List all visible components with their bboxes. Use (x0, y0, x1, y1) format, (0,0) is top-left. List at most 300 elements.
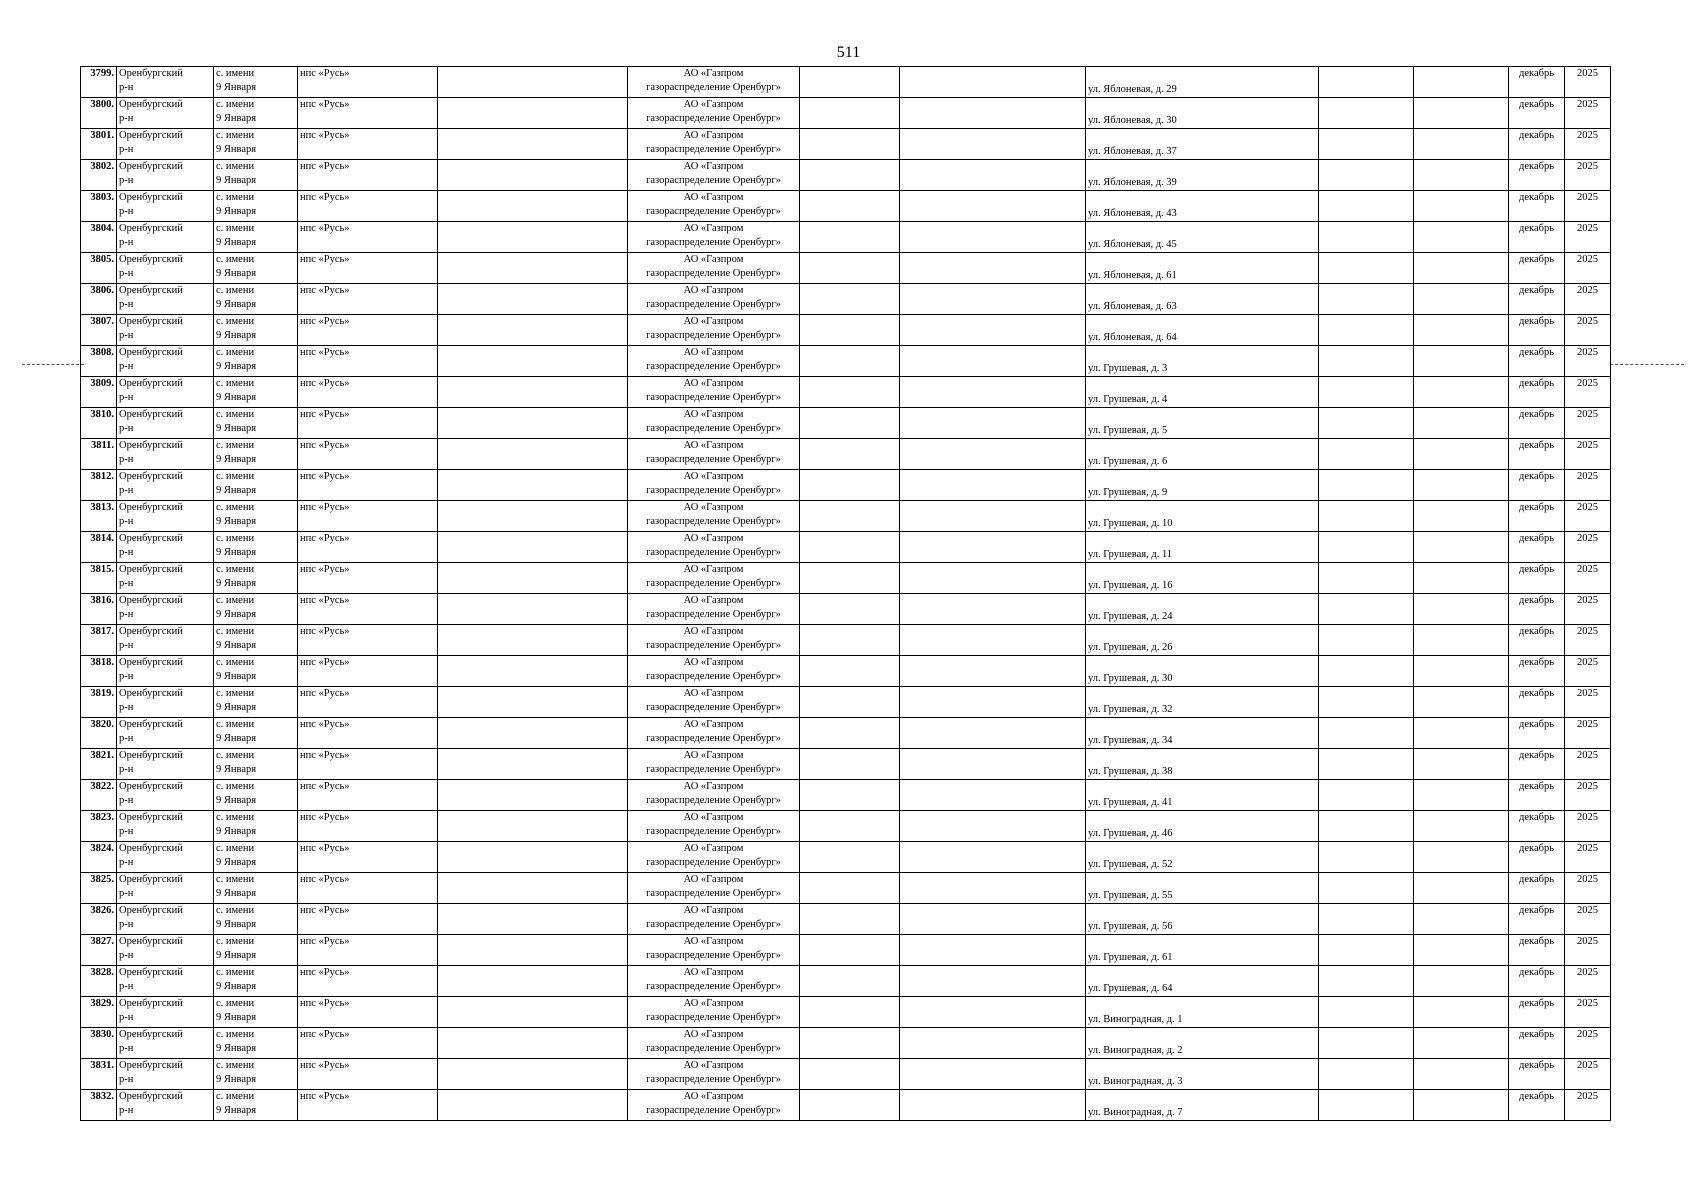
organization-cell (628, 594, 800, 625)
empty-cell (800, 842, 900, 873)
month-cell (1509, 1059, 1565, 1090)
empty-cell (1319, 377, 1414, 408)
district-line-1: Оренбургский (119, 874, 183, 885)
month: декабрь (1519, 1029, 1554, 1040)
settlement-line-1: с. имени (216, 843, 255, 854)
settlement-line-2: 9 Января (216, 733, 257, 744)
year-cell (1565, 67, 1611, 98)
district-cell (117, 439, 214, 470)
empty-cell (438, 656, 628, 687)
row-number: 3828. (90, 967, 114, 978)
row-number-cell (81, 470, 117, 501)
address-cell (1086, 563, 1319, 594)
gas-source-cell (298, 594, 438, 625)
district-line-2: р-н (119, 826, 134, 837)
organization-line-1: АО «Газпром (683, 471, 744, 482)
organization-cell (628, 222, 800, 253)
empty-cell (800, 656, 900, 687)
address: ул. Яблоневая, д. 43 (1088, 208, 1177, 219)
address-cell (1086, 377, 1319, 408)
month-cell (1509, 284, 1565, 315)
organization-line-1: АО «Газпром (683, 533, 744, 544)
district-cell (117, 284, 214, 315)
settlement-line-2: 9 Января (216, 485, 257, 496)
gas-source-cell (298, 501, 438, 532)
gas-source: нпс «Русь» (300, 719, 350, 730)
organization-line-1: АО «Газпром (683, 440, 744, 451)
empty-cell (800, 811, 900, 842)
month: декабрь (1519, 533, 1554, 544)
empty-cell (800, 935, 900, 966)
table-row (81, 842, 1611, 873)
empty-cell (900, 625, 1086, 656)
organization-line-2: газораспределение Оренбург» (646, 237, 781, 248)
empty-cell (900, 966, 1086, 997)
gas-source-cell (298, 966, 438, 997)
organization-line-2: газораспределение Оренбург» (646, 764, 781, 775)
organization-line-1: АО «Газпром (683, 843, 744, 854)
empty-cell (438, 160, 628, 191)
settlement-line-1: с. имени (216, 564, 255, 575)
district-cell (117, 997, 214, 1028)
gas-source-cell (298, 563, 438, 594)
empty-cell (1319, 904, 1414, 935)
empty-cell (900, 1090, 1086, 1121)
address: ул. Грушевая, д. 56 (1088, 921, 1173, 932)
row-number: 3807. (90, 316, 114, 327)
gas-source: нпс «Русь» (300, 688, 350, 699)
settlement-line-1: с. имени (216, 533, 255, 544)
district-line-1: Оренбургский (119, 192, 183, 203)
empty-cell (1414, 935, 1509, 966)
address: ул. Виноградная, д. 7 (1088, 1107, 1183, 1118)
month-cell (1509, 625, 1565, 656)
organization-line-2: газораспределение Оренбург» (646, 857, 781, 868)
district-line-2: р-н (119, 144, 134, 155)
district-line-1: Оренбургский (119, 440, 183, 451)
empty-cell (900, 67, 1086, 98)
row-number: 3830. (90, 1029, 114, 1040)
empty-cell (1319, 160, 1414, 191)
gas-source: нпс «Русь» (300, 750, 350, 761)
month-cell (1509, 904, 1565, 935)
organization-line-1: АО «Газпром (683, 688, 744, 699)
empty-cell (438, 98, 628, 129)
address: ул. Грушевая, д. 16 (1088, 580, 1173, 591)
empty-cell (438, 718, 628, 749)
month: декабрь (1519, 595, 1554, 606)
organization-line-2: газораспределение Оренбург» (646, 888, 781, 899)
district-line-1: Оренбургский (119, 812, 183, 823)
settlement-line-1: с. имени (216, 192, 255, 203)
address-cell (1086, 594, 1319, 625)
settlement-line-1: с. имени (216, 130, 255, 141)
gas-source-cell (298, 749, 438, 780)
gas-source: нпс «Русь» (300, 99, 350, 110)
empty-cell (900, 160, 1086, 191)
row-number: 3804. (90, 223, 114, 234)
organization-line-2: газораспределение Оренбург» (646, 516, 781, 527)
settlement-cell (214, 439, 298, 470)
empty-cell (800, 253, 900, 284)
row-number-cell (81, 811, 117, 842)
row-number: 3812. (90, 471, 114, 482)
district-line-1: Оренбургский (119, 409, 183, 420)
empty-cell (438, 563, 628, 594)
month: декабрь (1519, 347, 1554, 358)
year-cell (1565, 997, 1611, 1028)
gas-source-cell (298, 687, 438, 718)
row-number-cell (81, 1059, 117, 1090)
district-line-2: р-н (119, 888, 134, 899)
empty-cell (1319, 191, 1414, 222)
empty-cell (800, 966, 900, 997)
month-cell (1509, 873, 1565, 904)
month: декабрь (1519, 192, 1554, 203)
district-cell (117, 780, 214, 811)
empty-cell (800, 160, 900, 191)
settlement-line-2: 9 Января (216, 826, 257, 837)
table-row (81, 904, 1611, 935)
month: декабрь (1519, 440, 1554, 451)
row-number: 3829. (90, 998, 114, 1009)
empty-cell (1414, 780, 1509, 811)
settlement-cell (214, 98, 298, 129)
organization-line-1: АО «Газпром (683, 285, 744, 296)
gas-source: нпс «Русь» (300, 130, 350, 141)
table-row (81, 935, 1611, 966)
year-cell (1565, 129, 1611, 160)
empty-cell (900, 470, 1086, 501)
organization-line-2: газораспределение Оренбург» (646, 640, 781, 651)
empty-cell (438, 191, 628, 222)
district-line-2: р-н (119, 361, 134, 372)
gas-source-cell (298, 129, 438, 160)
empty-cell (900, 935, 1086, 966)
month: декабрь (1519, 502, 1554, 513)
empty-cell (438, 315, 628, 346)
table-row (81, 284, 1611, 315)
row-number: 3821. (90, 750, 114, 761)
gas-source-cell (298, 284, 438, 315)
settlement-cell (214, 966, 298, 997)
settlement-line-2: 9 Января (216, 144, 257, 155)
settlement-line-1: с. имени (216, 471, 255, 482)
empty-cell (1414, 191, 1509, 222)
district-cell (117, 408, 214, 439)
empty-cell (1414, 160, 1509, 191)
month-cell (1509, 315, 1565, 346)
district-cell (117, 718, 214, 749)
empty-cell (800, 129, 900, 160)
row-number-cell (81, 377, 117, 408)
settlement-line-2: 9 Января (216, 361, 257, 372)
settlement-line-2: 9 Января (216, 1105, 257, 1116)
settlement-line-1: с. имени (216, 657, 255, 668)
month-cell (1509, 656, 1565, 687)
gas-source-cell (298, 1028, 438, 1059)
empty-cell (900, 98, 1086, 129)
empty-cell (1319, 67, 1414, 98)
organization-line-1: АО «Газпром (683, 130, 744, 141)
organization-line-2: газораспределение Оренбург» (646, 1105, 781, 1116)
row-number-cell (81, 656, 117, 687)
empty-cell (1319, 780, 1414, 811)
empty-cell (1319, 563, 1414, 594)
empty-cell (438, 501, 628, 532)
district-cell (117, 749, 214, 780)
empty-cell (438, 749, 628, 780)
row-number-cell (81, 780, 117, 811)
year: 2025 (1577, 905, 1598, 916)
organization-line-1: АО «Газпром (683, 719, 744, 730)
district-line-1: Оренбургский (119, 99, 183, 110)
row-number-cell (81, 904, 117, 935)
empty-cell (1414, 1090, 1509, 1121)
row-number: 3819. (90, 688, 114, 699)
district-line-2: р-н (119, 206, 134, 217)
district-line-2: р-н (119, 857, 134, 868)
settlement-line-1: с. имени (216, 750, 255, 761)
organization-cell (628, 1090, 800, 1121)
table-row (81, 98, 1611, 129)
organization-cell (628, 439, 800, 470)
gas-source-cell (298, 625, 438, 656)
month-cell (1509, 346, 1565, 377)
district-cell (117, 1059, 214, 1090)
address-cell (1086, 532, 1319, 563)
organization-line-1: АО «Газпром (683, 936, 744, 947)
district-cell (117, 98, 214, 129)
organization-line-2: газораспределение Оренбург» (646, 82, 781, 93)
row-number: 3831. (90, 1060, 114, 1071)
district-line-2: р-н (119, 454, 134, 465)
district-line-2: р-н (119, 82, 134, 93)
row-number-cell (81, 346, 117, 377)
empty-cell (800, 408, 900, 439)
settlement-line-2: 9 Января (216, 330, 257, 341)
settlement-cell (214, 749, 298, 780)
district-line-2: р-н (119, 702, 134, 713)
gas-source: нпс «Русь» (300, 533, 350, 544)
empty-cell (438, 687, 628, 718)
address: ул. Грушевая, д. 11 (1088, 549, 1173, 560)
empty-cell (1414, 749, 1509, 780)
table-row (81, 656, 1611, 687)
district-line-2: р-н (119, 330, 134, 341)
row-number: 3799. (90, 68, 114, 79)
empty-cell (1414, 687, 1509, 718)
table-row (81, 470, 1611, 501)
empty-cell (438, 377, 628, 408)
settlement-line-1: с. имени (216, 905, 255, 916)
settlement-line-1: с. имени (216, 502, 255, 513)
gas-source-cell (298, 532, 438, 563)
organization-line-2: газораспределение Оренбург» (646, 361, 781, 372)
address: ул. Яблоневая, д. 45 (1088, 239, 1177, 250)
month: декабрь (1519, 998, 1554, 1009)
settlement-line-2: 9 Января (216, 578, 257, 589)
table-row (81, 1059, 1611, 1090)
gas-source: нпс «Русь» (300, 1060, 350, 1071)
settlement-line-2: 9 Января (216, 702, 257, 713)
district-line-1: Оренбургский (119, 1029, 183, 1040)
address-cell (1086, 718, 1319, 749)
settlement-line-1: с. имени (216, 378, 255, 389)
organization-line-1: АО «Газпром (683, 347, 744, 358)
organization-line-1: АО «Газпром (683, 68, 744, 79)
month: декабрь (1519, 936, 1554, 947)
settlement-cell (214, 687, 298, 718)
address-cell (1086, 656, 1319, 687)
settlement-line-1: с. имени (216, 967, 255, 978)
year-cell (1565, 1059, 1611, 1090)
empty-cell (438, 594, 628, 625)
table-row (81, 718, 1611, 749)
year-cell (1565, 935, 1611, 966)
settlement-cell (214, 656, 298, 687)
empty-cell (1319, 594, 1414, 625)
month: декабрь (1519, 564, 1554, 575)
empty-cell (438, 1090, 628, 1121)
empty-cell (1319, 842, 1414, 873)
empty-cell (900, 1059, 1086, 1090)
district-cell (117, 1090, 214, 1121)
organization-cell (628, 408, 800, 439)
year: 2025 (1577, 161, 1598, 172)
organization-cell (628, 966, 800, 997)
year: 2025 (1577, 378, 1598, 389)
settlement-cell (214, 997, 298, 1028)
row-number: 3800. (90, 99, 114, 110)
row-number: 3810. (90, 409, 114, 420)
organization-cell (628, 749, 800, 780)
year: 2025 (1577, 99, 1598, 110)
year: 2025 (1577, 316, 1598, 327)
year-cell (1565, 532, 1611, 563)
address: ул. Яблоневая, д. 37 (1088, 146, 1177, 157)
organization-line-1: АО «Газпром (683, 223, 744, 234)
row-number-cell (81, 873, 117, 904)
settlement-cell (214, 315, 298, 346)
year: 2025 (1577, 192, 1598, 203)
address: ул. Грушевая, д. 30 (1088, 673, 1173, 684)
empty-cell (1414, 997, 1509, 1028)
empty-cell (438, 780, 628, 811)
empty-cell (800, 532, 900, 563)
table-row (81, 1028, 1611, 1059)
district-cell (117, 532, 214, 563)
organization-line-1: АО «Газпром (683, 967, 744, 978)
year-cell (1565, 966, 1611, 997)
gas-source-cell (298, 315, 438, 346)
district-line-2: р-н (119, 392, 134, 403)
empty-cell (1414, 594, 1509, 625)
table-row (81, 563, 1611, 594)
row-number: 3802. (90, 161, 114, 172)
month-cell (1509, 160, 1565, 191)
year: 2025 (1577, 812, 1598, 823)
year-cell (1565, 749, 1611, 780)
empty-cell (900, 687, 1086, 718)
table-row (81, 346, 1611, 377)
gas-source: нпс «Русь» (300, 316, 350, 327)
district-cell (117, 873, 214, 904)
gas-source: нпс «Русь» (300, 626, 350, 637)
year-cell (1565, 439, 1611, 470)
address: ул. Грушевая, д. 64 (1088, 983, 1173, 994)
district-line-2: р-н (119, 640, 134, 651)
settlement-line-1: с. имени (216, 936, 255, 947)
district-cell (117, 935, 214, 966)
organization-line-1: АО «Газпром (683, 192, 744, 203)
organization-cell (628, 718, 800, 749)
empty-cell (1319, 997, 1414, 1028)
organization-line-2: газораспределение Оренбург» (646, 950, 781, 961)
empty-cell (800, 563, 900, 594)
row-number: 3811. (90, 440, 114, 451)
organization-line-2: газораспределение Оренбург» (646, 1074, 781, 1085)
gas-source-cell (298, 408, 438, 439)
empty-cell (1319, 656, 1414, 687)
district-cell (117, 222, 214, 253)
empty-cell (1414, 718, 1509, 749)
empty-cell (1319, 935, 1414, 966)
year-cell (1565, 253, 1611, 284)
row-number-cell (81, 842, 117, 873)
row-number-cell (81, 284, 117, 315)
organization-line-2: газораспределение Оренбург» (646, 113, 781, 124)
row-number-cell (81, 408, 117, 439)
year-cell (1565, 718, 1611, 749)
organization-line-2: газораспределение Оренбург» (646, 206, 781, 217)
empty-cell (800, 439, 900, 470)
row-number: 3808. (90, 347, 114, 358)
empty-cell (1414, 873, 1509, 904)
address: ул. Грушевая, д. 32 (1088, 704, 1173, 715)
year: 2025 (1577, 471, 1598, 482)
district-line-2: р-н (119, 981, 134, 992)
year-cell (1565, 315, 1611, 346)
settlement-cell (214, 501, 298, 532)
month-cell (1509, 749, 1565, 780)
month-cell (1509, 935, 1565, 966)
empty-cell (1319, 408, 1414, 439)
organization-line-1: АО «Газпром (683, 1091, 744, 1102)
gas-source-cell (298, 780, 438, 811)
settlement-line-2: 9 Января (216, 919, 257, 930)
table-row (81, 594, 1611, 625)
address-cell (1086, 253, 1319, 284)
gas-source: нпс «Русь» (300, 502, 350, 513)
gas-source: нпс «Русь» (300, 781, 350, 792)
empty-cell (1319, 501, 1414, 532)
empty-cell (900, 594, 1086, 625)
settlement-cell (214, 873, 298, 904)
address-cell (1086, 191, 1319, 222)
empty-cell (800, 594, 900, 625)
year: 2025 (1577, 254, 1598, 265)
address-cell (1086, 780, 1319, 811)
row-number: 3817. (90, 626, 114, 637)
organization-cell (628, 811, 800, 842)
table-row (81, 625, 1611, 656)
address: ул. Виноградная, д. 1 (1088, 1014, 1183, 1025)
table-row (81, 439, 1611, 470)
empty-cell (900, 718, 1086, 749)
gas-source: нпс «Русь» (300, 905, 350, 916)
month-cell (1509, 687, 1565, 718)
